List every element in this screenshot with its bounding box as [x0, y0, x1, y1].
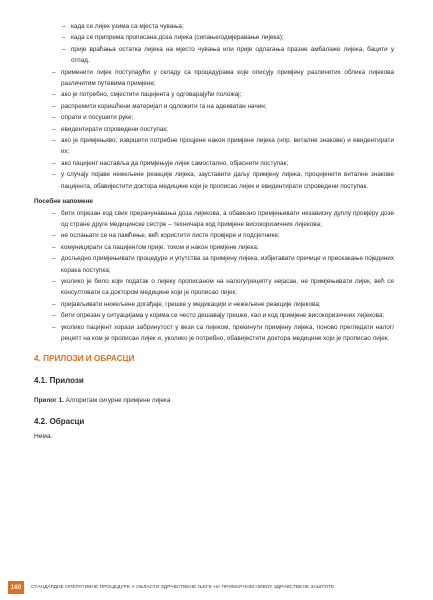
notes-list-item: – не ослањати се на памћење, већ користити листе провјере и подсјетнике;	[34, 230, 394, 241]
notes-list-item: – бити опрезан код свих прерачунавања доза лијекова, а обавезно примјењивати независну дуплу провјеру дозе од стране друге медицинске сестре – техничара код примјене високоризичних лијекова;	[52, 209, 394, 228]
procedure-list-item: – у случају појаве нежељене реакције лијека, зауставити даљу примјену лијека, процијенити виталне знакове пацијента, обавијестити доктора медицине који је прописао лијек и евидентирати спроведени поступак.	[52, 171, 394, 190]
section-title: 4. ПРИЛОЗИ И ОБРАСЦИ	[34, 354, 135, 364]
procedure-list-item: – ако пацијент наставља да примјењује лијек самостално, објаснити поступак;	[34, 158, 394, 169]
procedure-list-item: – ако је потребно, смјестити пацијента у одговарајући положај;	[34, 89, 394, 100]
procedure-list-item: – применити лијек поступајући у складу са процедурама које описују примјену различитих облика лијекова различитим путевима примјене;	[52, 68, 394, 88]
subsection-title-forms: 4.2. Обрасци	[34, 417, 85, 427]
dash-mark: –	[52, 300, 56, 308]
notes-list-item: – уколико пацијент изрази забринутост у вези са лијеком, прекинути примјену лијека, поново прегледати налог/рецепт на ком је прописан лијек и, уколико је потребно, обавијестити доктора медицине који је прописао лијек.	[52, 323, 394, 342]
nested-list-item: – када се припрема прописана доза лијека (сипање/одмјеравање лијека);	[34, 32, 394, 43]
notes-list-item: – комуницирати са пацијентом прије, током и након примјене лијека;	[34, 242, 394, 253]
subsection-title-attachments: 4.1. Прилози	[34, 376, 84, 386]
page-number: 160	[8, 581, 24, 594]
procedure-list-item: – евидентирати спроведени поступак;	[34, 124, 394, 135]
procedure-list	[34, 67, 394, 192]
dash-mark: –	[52, 102, 56, 110]
dash-mark: –	[62, 23, 66, 30]
dash-mark: –	[52, 171, 56, 179]
procedure-list-item: – опрати и посушити руке;	[34, 112, 394, 123]
dash-mark: –	[52, 159, 56, 167]
dash-mark: –	[52, 323, 56, 331]
dash-mark: –	[52, 209, 56, 217]
forms-text: Нема.	[34, 433, 53, 441]
dash-mark: –	[52, 312, 56, 320]
dash-mark: –	[52, 125, 56, 133]
dash-mark: –	[62, 45, 66, 53]
footer-title: СТАНДАРДНЕ ОПЕРАТИВНЕ ПРОЦЕДУРЕ У ОБЛАСТИ ЗДРАВСТВЕНЕ ЊЕГЕ НА ПРИМАРНОМ НИВОУ ЗДРАВСТВЕНЕ ЗАШТИТЕ	[31, 584, 335, 590]
annex-entry	[34, 395, 394, 406]
special-notes-heading: Посебне напомене	[34, 198, 93, 206]
dash-mark: –	[52, 137, 56, 145]
dash-mark: –	[52, 243, 56, 251]
nested-list-item: – прије враћања остатка лијека на мјесто чувања или прије одлагања празне амбалаже лијека, бацити у отпад.	[62, 45, 394, 65]
dash-mark: –	[52, 114, 56, 122]
dash-mark: –	[52, 68, 56, 76]
dash-mark: –	[52, 277, 56, 285]
procedure-list-item: – ако је примјењиво, извршити потребне процјене након примјене лијека (нпр. виталне знакове) и евидентирати их;	[52, 137, 394, 156]
annex-text: Алгоритам сигурне примјене лијека	[65, 397, 171, 405]
nested-list	[34, 21, 394, 67]
notes-list-item: – пријављивати нежељене догађаје, грешке у медикацији и нежељене реакције лијекова;	[34, 299, 394, 310]
dash-mark: –	[52, 232, 56, 240]
dash-mark: –	[52, 91, 56, 99]
dash-mark: –	[62, 34, 66, 42]
annex-label: Прилог 1.	[34, 397, 64, 405]
page-footer	[8, 580, 428, 594]
procedure-list-item: – распремити коришћени материјал и одложити га на адекватан начин;	[34, 101, 394, 112]
nested-list-item: – када се лијек узима са мјеста чувања;	[34, 21, 394, 32]
notes-list-item: – уколико је било који податак о лијеку прописаном на налогу/рецепту нејасан, не примјењивати лијек, већ се консултовати са доктором медицине који је прописао лијек;	[52, 277, 394, 297]
notes-list-item: – бити опрезан у ситуацијама у којима се често дешавају грешке, као и код примјене високоризичних лијекова;	[34, 310, 394, 321]
notes-list	[34, 208, 394, 345]
page-content	[34, 21, 394, 442]
dash-mark: –	[52, 255, 56, 263]
notes-list-item: – досљедно примјењивати процедуре и упутства за примјену лијека, избјегавати пречице и прескакање појединих корака поступка;	[52, 255, 394, 274]
